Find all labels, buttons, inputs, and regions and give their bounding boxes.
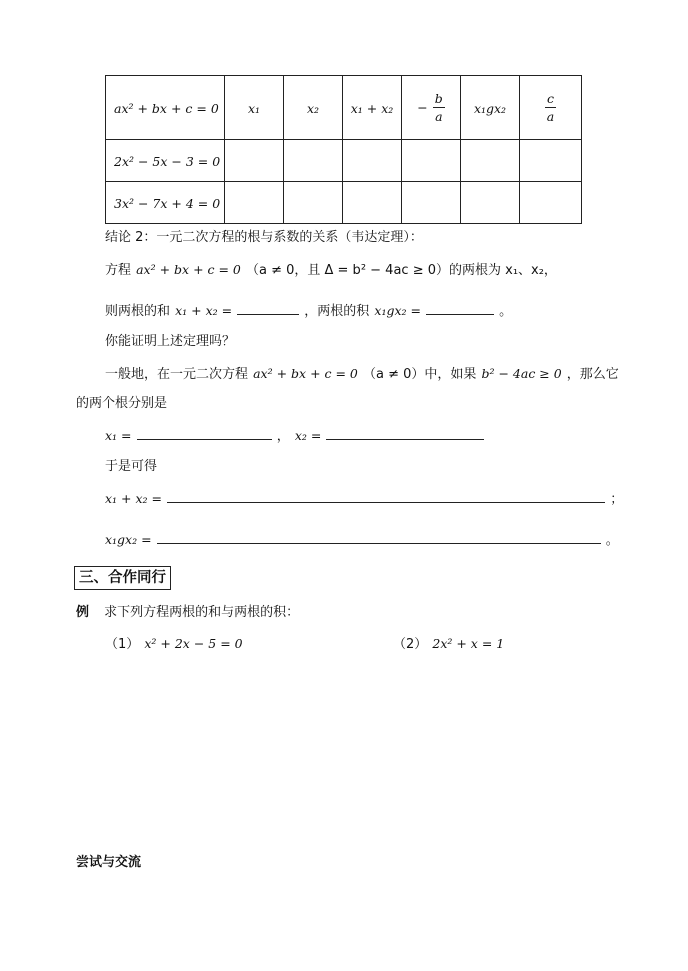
x1-blank[interactable] (137, 439, 272, 440)
conclusion-statement: 方程 ax² + bx + c = 0 （a ≠ 0，且 Δ = b² − 4ac ≥ 0）的两根为 x₁、x₂， (105, 262, 557, 278)
table-row (106, 182, 582, 224)
table-cell[interactable] (402, 182, 461, 224)
table-cell[interactable] (520, 140, 582, 182)
general-statement-cont: 的两个根分别是 (76, 396, 168, 411)
product-long-blank[interactable] (157, 543, 601, 544)
table-cell[interactable] (520, 182, 582, 224)
example-item-2: （2） 2x² + x = 1 (393, 636, 505, 652)
header-equation: ax² + bx + c = 0 (106, 76, 225, 140)
conclusion-fill-line: 则两根的和 x₁ + x₂ = ，两根的积 x₁gx₂ = 。 (105, 303, 513, 319)
header-neg-b-over-a: − $\frac{b}{a}$ (402, 76, 461, 140)
vieta-table (105, 75, 582, 224)
section-heading: 三、合作同行 (74, 566, 171, 590)
example-item-1: （1） x² + 2x − 5 = 0 (105, 636, 243, 652)
try-heading: 尝试与交流 (76, 855, 142, 870)
header-x2: x₂ (284, 76, 343, 140)
table-cell[interactable] (284, 182, 343, 224)
x2-blank[interactable] (326, 439, 484, 440)
table-cell[interactable] (461, 140, 520, 182)
table-cell[interactable] (402, 140, 461, 182)
sum-long-blank[interactable] (167, 502, 605, 503)
roots-fill-line: x₁ = ， x₂ = (105, 425, 484, 444)
table-row (106, 140, 582, 182)
table-cell[interactable] (284, 140, 343, 182)
header-c-over-a: $\frac{c}{a}$ (520, 76, 582, 140)
table-cell[interactable] (225, 140, 284, 182)
header-product: x₁gx₂ (461, 76, 520, 140)
product-blank[interactable] (426, 314, 494, 315)
row-equation: 3x² − 7x + 4 = 0 (106, 182, 225, 224)
prove-question: 你能证明上述定理吗？ (105, 334, 236, 349)
example-prompt: 例 求下列方程两根的和与两根的积： (76, 605, 300, 620)
header-x1: x₁ (225, 76, 284, 140)
row-equation: 2x² − 5x − 3 = 0 (106, 140, 225, 182)
general-statement: 一般地，在一元二次方程 ax² + bx + c = 0 （a ≠ 0）中，如果 b² − 4ac ≥ 0 ，那么它 (105, 366, 619, 382)
table-cell[interactable] (461, 182, 520, 224)
conclusion-title: 结论 2：一元二次方程的根与系数的关系（韦达定理）： (105, 230, 423, 245)
product-fill-line: x₁gx₂ = 。 (105, 532, 619, 548)
thus-text: 于是可得 (105, 459, 158, 474)
sum-blank[interactable] (237, 314, 299, 315)
table-cell[interactable] (225, 182, 284, 224)
sum-fill-line: x₁ + x₂ = ； (105, 491, 624, 507)
table-cell[interactable] (343, 182, 402, 224)
table-cell[interactable] (343, 140, 402, 182)
header-sum: x₁ + x₂ (343, 76, 402, 140)
